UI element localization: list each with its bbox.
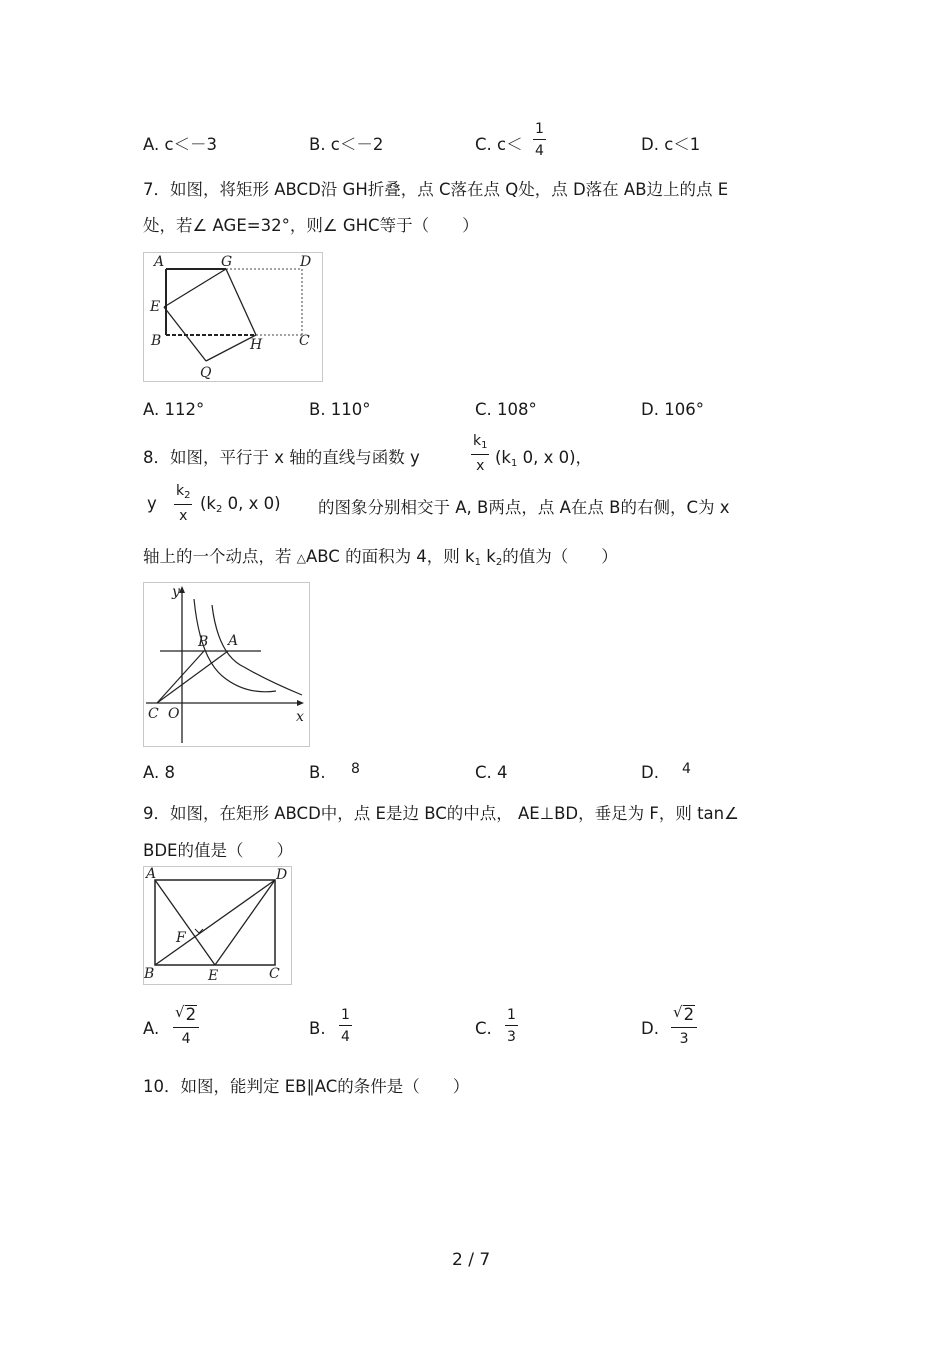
q9-option-d-fraction: √ 2 3 (671, 1004, 697, 1046)
q8-label-c: C (148, 706, 159, 722)
q7-figure (143, 252, 323, 382)
q9-option-d: D. (641, 1019, 659, 1038)
page-number: 2 / 7 (452, 1250, 491, 1270)
q8-condition-1: ($k_1$ 0, x 0)， (495, 448, 593, 469)
q9-label-b: B (144, 966, 155, 982)
q7-label-q: Q (200, 365, 212, 381)
q7-label-e: E (150, 299, 161, 315)
q9-figure (143, 866, 292, 985)
q8-fraction-k1: $k_1$ x (473, 433, 488, 475)
q9-text-line1: 9．如图，在矩形 ABCD中，点 E是边 BC的中点， AE⊥BD，垂足为 F，则 tan∠ (143, 804, 739, 823)
q8-option-a: A. 8 (143, 763, 175, 782)
q9-option-c: C. (475, 1019, 492, 1038)
q7-text-line2: 处，若∠ AGE=32°，则∠ GHC等于（ ） (143, 216, 479, 235)
q9-option-a-fraction: √ 2 4 (173, 1004, 199, 1046)
q8-label-y: y (172, 584, 180, 600)
q9-option-b: B. (309, 1019, 326, 1038)
q8-condition-2: ($k_2$ 0, x 0) (200, 494, 281, 515)
q6-option-c-fraction: 1 4 (535, 121, 544, 160)
q8-y-symbol: y (147, 494, 157, 513)
q9-label-d: D (276, 867, 288, 883)
q6-option-c: C. c＜ (475, 135, 523, 154)
q10-text-line1: 10．如图，能判定 EB∥AC的条件是（ ） (143, 1077, 470, 1096)
q7-label-h: H (250, 337, 263, 353)
q9-label-a: A (146, 867, 157, 882)
q9-label-e: E (208, 968, 219, 984)
q7-option-d: D. 106° (641, 400, 704, 419)
q8-label-x: x (296, 709, 304, 725)
q9-option-c-fraction: 1 3 (507, 1007, 516, 1046)
q7-label-c: C (299, 333, 310, 349)
q9-label-c: C (269, 966, 280, 982)
q8-label-o: O (168, 706, 180, 722)
q6-option-b: B. c＜－2 (309, 135, 384, 154)
q6-option-a: A. c＜－3 (143, 135, 218, 154)
q8-label-a: A (228, 633, 239, 649)
q8-option-b-value: 8 (351, 761, 360, 777)
q8-option-c: C. 4 (475, 763, 508, 782)
q8-option-b: B. (309, 763, 326, 782)
q9-option-b-fraction: 1 4 (341, 1007, 350, 1046)
q8-fraction-k2: $k_2$ x (176, 483, 191, 525)
q7-label-a: A (154, 254, 165, 270)
q7-label-b: B (151, 333, 162, 349)
q8-text-line3: 轴上的一个动点，若 △ABC 的面积为 4，则 $k_1$ $k_2$的值为（ ） (143, 547, 618, 568)
q7-label-g: G (221, 254, 233, 270)
q8-label-b: B (198, 634, 209, 650)
q6-option-d: D. c＜1 (641, 135, 701, 154)
q9-option-a: A. (143, 1019, 160, 1038)
q7-text-line1: 7．如图，将矩形 ABCD沿 GH折叠，点 C落在点 Q处，点 D落在 AB边上的点 E (143, 180, 729, 199)
q8-text-line1: 8．如图，平行于 x 轴的直线与函数 y (143, 448, 420, 467)
q8-text-line2: 的图象分别相交于 A, B两点，点 A在点 B的右侧，C为 x (318, 498, 730, 517)
q8-option-d: D. (641, 763, 659, 782)
q7-option-a: A. 112° (143, 400, 205, 419)
q7-option-c: C. 108° (475, 400, 537, 419)
q7-label-d: D (300, 254, 312, 270)
q8-figure (143, 582, 310, 747)
q8-option-d-value: 4 (682, 761, 691, 777)
q9-text-line2: BDE的值是（ ） (143, 841, 293, 860)
q7-option-b: B. 110° (309, 400, 371, 419)
q9-label-f: F (176, 930, 186, 946)
